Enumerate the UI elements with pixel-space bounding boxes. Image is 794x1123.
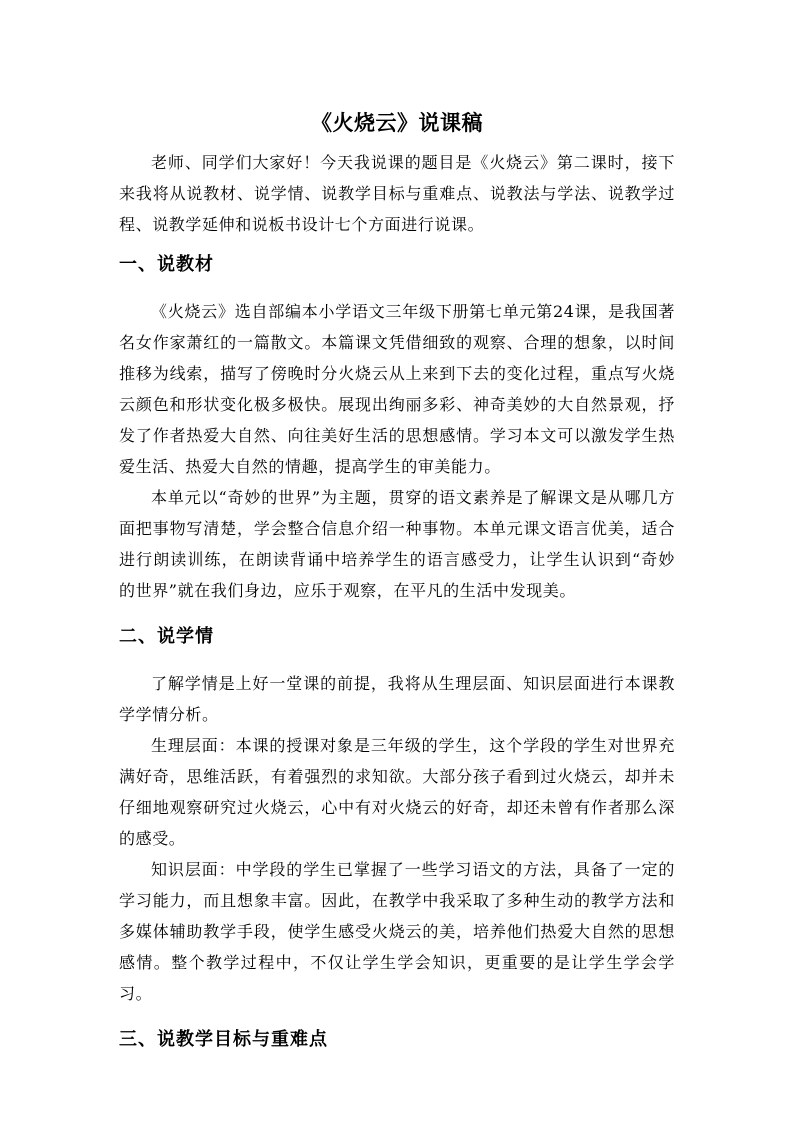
section-teaching-goals <box>119 1025 675 1055</box>
document-title: 《火烧云》说课稿 <box>311 110 483 135</box>
section-textbook <box>119 250 675 606</box>
body-paragraph: 《火烧云》选自部编本小学语文三年级下册第七单元第24课，是我国著名女作家萧红的一篇散文。本篇课文凭借细致的观察、合理的想象，以时间推移为线索，描写了傍晚时分火烧云从上来到下去的变化过程，重点写火烧云颜色和形状变化极多极快。展现出绚丽多彩、神奇美妙的大自然景观，抒发了作者热爱大自然、向往美好生活的思想感情。学习本文可以激发学生热爱生活、热爱大自然的情趣，提高学生的审美能力。 <box>119 302 675 476</box>
intro-paragraph: 老师、同学们大家好！今天我说课的题目是《火烧云》第二课时，接下来我将从说教材、说学情、说教学目标与重难点、说教法与学法、说教学过程、说教学延伸和说板书设计七个方面进行说课。 <box>119 153 675 234</box>
body-paragraph: 了解学情是上好一堂课的前提，我将从生理层面、知识层面进行本课教学学情分析。 <box>119 674 675 724</box>
body-paragraph: 知识层面：中学段的学生已掌握了一些学习语文的方法，具备了一定的学习能力，而且想象丰富。因此，在教学中我采取了多种生动的教学方法和多媒体辅助教学手段，使学生感受火烧云的美，培养他们热爱大自然的思想感情。整个教学过程中，不仅让学生学会知识，更重要的是让学生学会学习。 <box>119 860 675 1003</box>
document-page <box>119 108 675 1071</box>
body-paragraph: 生理层面：本课的授课对象是三年级的学生，这个学段的学生对世界充满好奇，思维活跃，有着强烈的求知欲。大部分孩子看到过火烧云，却并未仔细地观察研究过火烧云，心中有对火烧云的好奇，却还未曾有作者那么深的感受。 <box>119 736 675 848</box>
section-heading: 二、说学情 <box>119 626 214 647</box>
section-student-analysis <box>119 622 675 1009</box>
section-heading: 三、说教学目标与重难点 <box>119 1029 328 1050</box>
section-heading: 一、说教材 <box>119 254 214 275</box>
body-paragraph: 本单元以“奇妙的世界”为主题，贯穿的语文素养是了解课文是从哪几方面把事物写清楚，学会整合信息介绍一种事物。本单元课文语言优美，适合进行朗读训练，在朗读背诵中培养学生的语言感受力，让学生认识到“奇妙的世界”就在我们身边，应乐于观察，在平凡的生活中发现美。 <box>119 488 675 600</box>
